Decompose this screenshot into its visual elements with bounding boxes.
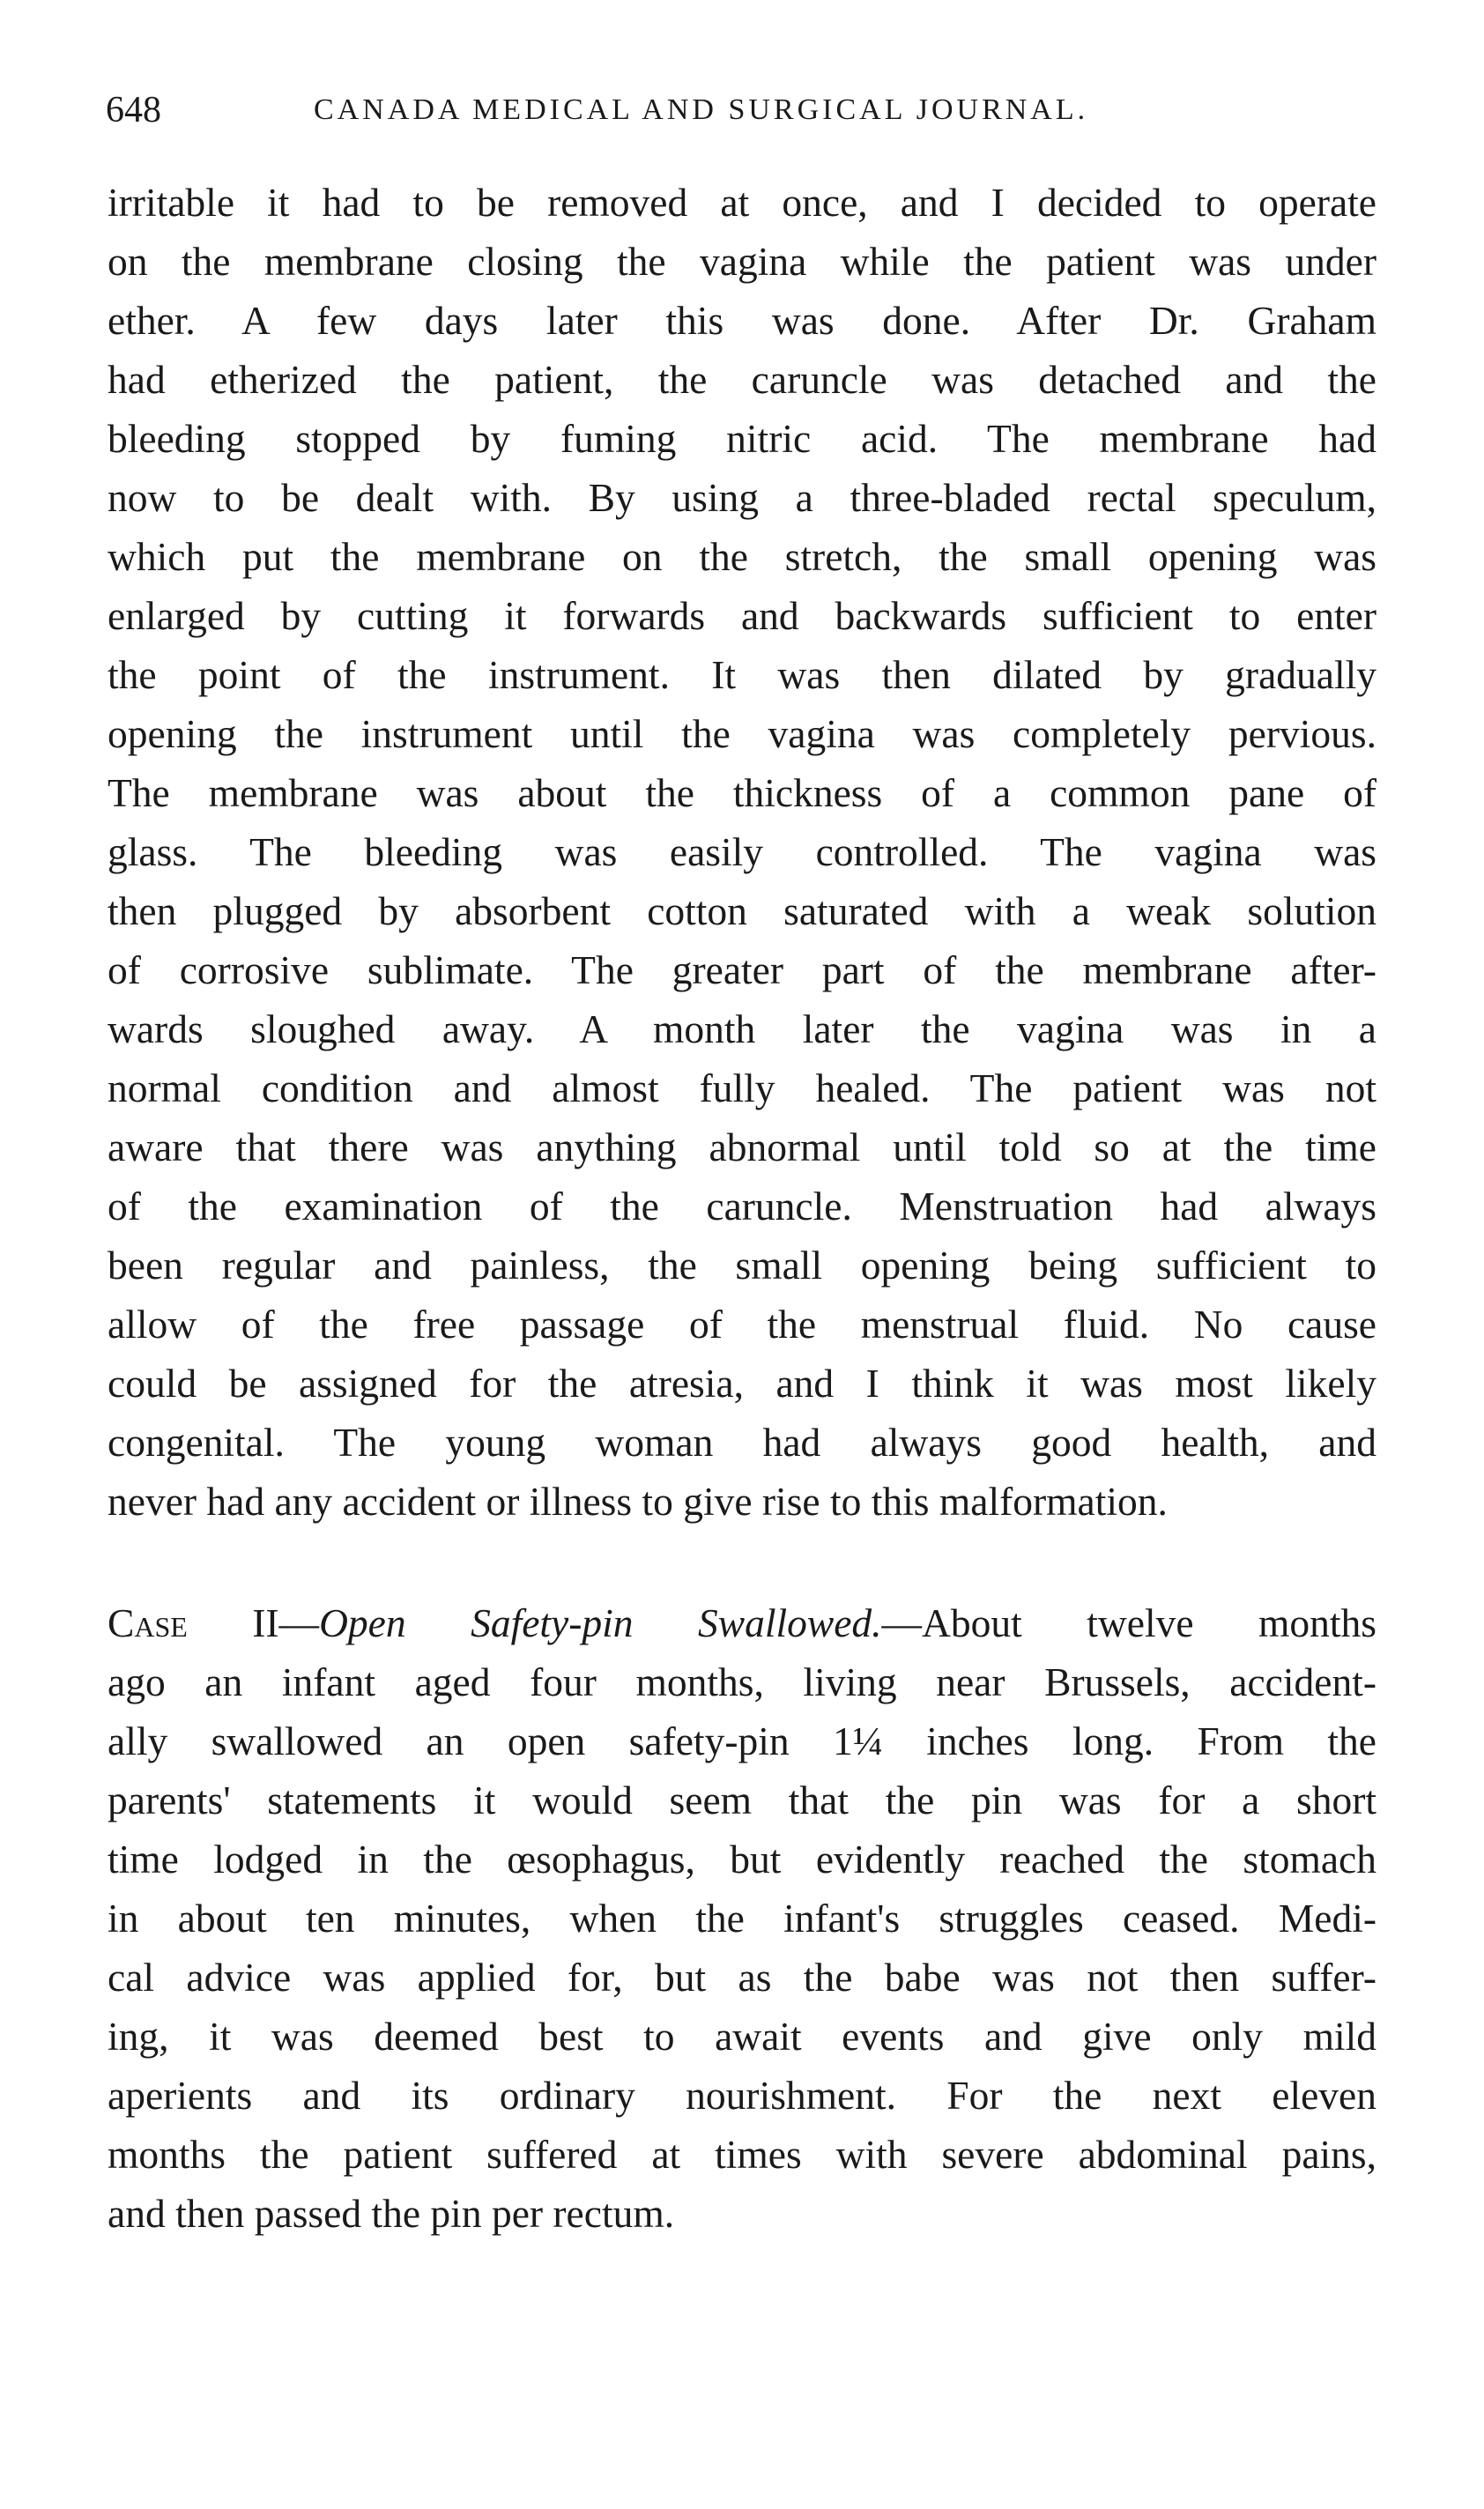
text-line: which put the membrane on the stretch, the small opening was [108,534,1376,579]
text-line: aperients and its ordinary nourishment. For the next eleven [108,2073,1376,2118]
case-heading-line [108,1593,1376,1652]
case-title: Open Safety-pin Swallowed. [319,1600,882,1645]
text-line: normal condition and almost fully healed. The patient was not [108,1065,1376,1110]
text-line: glass. The bleeding was easily controlled. The vagina was [108,829,1376,874]
paragraph-case-ii [108,1593,1376,2243]
text-line: been regular and painless, the small opening being sufficient to [108,1243,1376,1288]
text-line: enlarged by cutting it forwards and backwards sufficient to enter [108,593,1376,638]
text-line: in about ten minutes, when the infant's struggles ceased. Medi- [108,1896,1376,1941]
text-line: ago an infant aged four months, living near Brussels, accident- [108,1659,1376,1704]
text-line: had etherized the patient, the caruncle was detached and the [108,357,1376,402]
text-line: congenital. The young woman had always good health, and [108,1420,1376,1465]
text-line: the point of the instrument. It was then dilated by gradually [108,652,1376,697]
case-heading-rest: —About twelve months [881,1600,1376,1645]
text-line: of corrosive sublimate. The greater part of the membrane after- [108,947,1376,992]
text-line: irritable it had to be removed at once, and I decided to operate [108,180,1376,225]
text-line: wards sloughed away. A month later the vagina was in a [108,1006,1376,1051]
text-line: on the membrane closing the vagina while the patient was under [108,239,1376,284]
text-line: never had any accident or illness to give rise to this malformation. [108,1479,1168,1524]
text-line: allow of the free passage of the menstrual fluid. No cause [108,1302,1376,1347]
text-line: months the patient suffered at times with severe abdominal pains, [108,2132,1376,2177]
text-line: time lodged in the œsophagus, but evidently reached the stomach [108,1837,1376,1882]
text-line: ether. A few days later this was done. After Dr. Graham [108,298,1376,343]
text-line: cal advice was applied for, but as the babe was not then suffer- [108,1955,1376,2000]
text-line: aware that there was anything abnormal until told so at the time [108,1125,1376,1169]
journal-title: CANADA MEDICAL AND SURGICAL JOURNAL. [314,93,1089,126]
paragraph-atresia-case [108,173,1376,1531]
text-line: of the examination of the caruncle. Menstruation had always [108,1184,1376,1229]
text-line: bleeding stopped by fuming nitric acid. The membrane had [108,416,1376,461]
text-line: ing, it was deemed best to await events and give only mild [108,2014,1376,2059]
text-line: now to be dealt with. By using a three-bladed rectal speculum, [108,475,1376,520]
page-number: 648 [106,90,161,130]
text-line: opening the instrument until the vagina was completely pervious. [108,711,1376,756]
text-line: parents' statements it would seem that the pin was for a short [108,1778,1376,1822]
text-line: then plugged by absorbent cotton saturated with a weak solution [108,888,1376,933]
text-line: The membrane was about the thickness of a common pane of [108,770,1376,815]
case-label: Case II— [108,1600,320,1645]
text-line: and then passed the pin per rectum. [108,2191,675,2236]
text-line: could be assigned for the atresia, and I think it was most likely [108,1361,1376,1406]
text-line: ally swallowed an open safety-pin 1¼ inches long. From the [108,1718,1376,1763]
running-head [106,84,1375,137]
